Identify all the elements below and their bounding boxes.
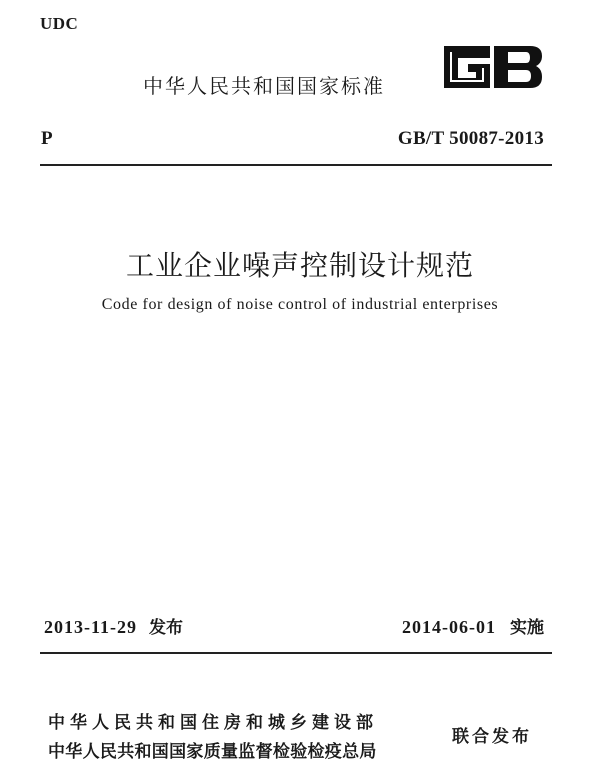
issuer-administration: 中华人民共和国国家质量监督检验检疫总局 [48, 742, 377, 762]
gb-logo-icon [438, 40, 546, 94]
top-divider [40, 164, 552, 166]
issue-label: 发布 [149, 618, 183, 638]
issuer-ministry: 中华人民共和国住房和城乡建设部 [48, 713, 378, 733]
implement-date: 2014-06-01 [402, 617, 496, 637]
chinese-title: 工业企业噪声控制设计规范 [125, 249, 474, 282]
category-code: P [41, 128, 53, 149]
national-standard-heading: 中华人民共和国国家标准 [143, 74, 385, 98]
bottom-divider [40, 652, 552, 654]
english-title: Code for design of noise control of industrial enterprises [101, 296, 499, 313]
udc-label: UDC [40, 14, 79, 33]
joint-issue-label: 联合发布 [452, 727, 532, 747]
issue-date: 2013-11-29 [44, 617, 137, 637]
implement-label: 实施 [510, 618, 544, 638]
implement-date-line [402, 613, 544, 638]
standard-number: GB/T 50087-2013 [397, 128, 544, 149]
issue-date-line [44, 613, 183, 638]
